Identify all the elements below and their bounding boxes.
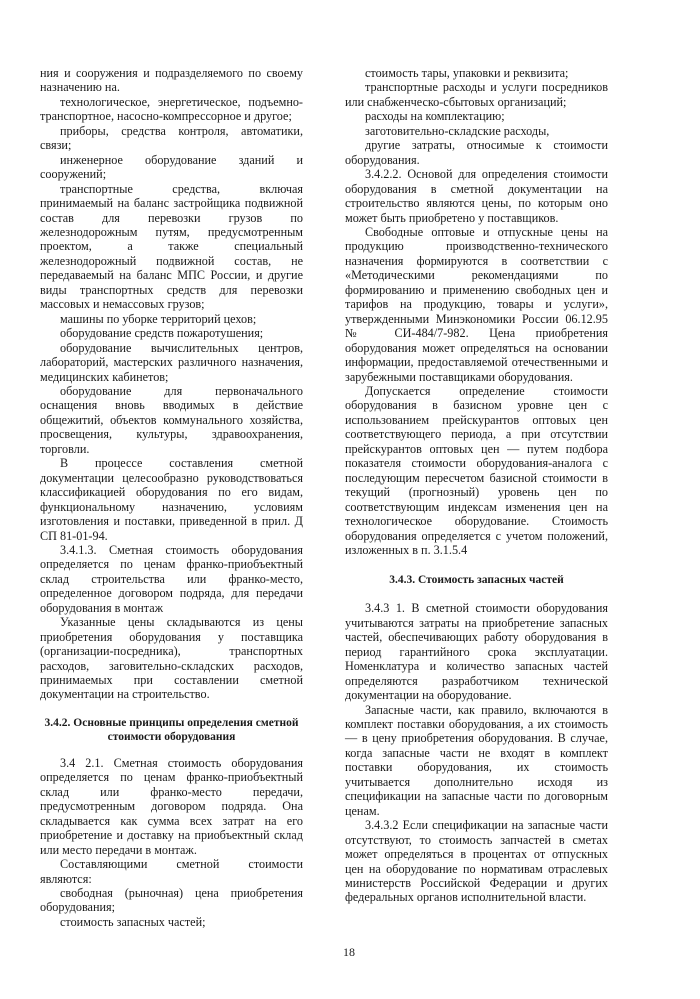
left-column: [40, 66, 303, 929]
right-text-b: [345, 601, 608, 905]
paragraph: транспортные средства, включая принимаемый на баланс застройщика подвижной состав для перевозки грузов по железнодорожным путям, предусмотренным проектом, а также специальный железнодорожный подвижной состав, не передаваемый на баланс МПС России, и другие виды транспортных средств для перевозки массовых и немассовых грузов;: [40, 181, 303, 312]
paragraph: В процессе составления сметной документации целесообразно руководствоваться классификацией оборудования по его видам, функциональному назначению, условиям изготовления и поставки, приведенной в прил. Д СП 81-01-94.: [40, 456, 303, 543]
paragraph: технологическое, энергетическое, подъемно-транспортное, насосно-компрессорное и другое;: [40, 94, 303, 124]
paragraph: машины по уборке территорий цехов;: [60, 311, 257, 326]
paragraph: оборудование для первоначального оснащения вновь вводимых в действие общежитий, объектов коммунального хозяйства, просвещения, культуры, здравоохранения, торговли.: [40, 383, 303, 456]
paragraph: заготовительно-складские расходы,: [365, 123, 550, 138]
paragraph: ния и сооружения и подразделяемого по своему назначению на.: [40, 66, 303, 95]
paragraph: приборы, средства контроля, автоматики, связи;: [40, 123, 303, 153]
paragraph: расходы на комплектацию;: [365, 109, 505, 124]
paragraph: 3.4.2.2. Основой для определения стоимости оборудования в сметной документации на строительство являются цены, по которым оно может быть приобретено у поставщиков.: [345, 167, 608, 225]
paragraph: Указанные цены складываются из цены приобретения оборудования у поставщика (организации-посредника), транспортных расходов, заговительно-складских расходов, принимаемых при составлении сметной документации на строительство.: [40, 615, 303, 702]
paragraph: стоимость тары, упаковки и реквизита;: [365, 66, 569, 80]
paragraph: Составляющими сметной стоимости являются:: [40, 857, 303, 886]
right-column: [345, 66, 608, 905]
paragraph: транспортные расходы и услуги посредников или снабженческо-сбытовых организаций;: [345, 80, 608, 109]
paragraph: свободная (рыночная) цена приобретения оборудования;: [40, 886, 303, 915]
paragraph: 3.4 2.1. Сметная стоимость оборудования определяется по ценам франко-приобъектный склад или франко-место передачи, предусмотренным договором подряда. Она складывается как сумма всех затрат на его приобретение и доставку на приобъектный склад или место передачи в монтаж.: [40, 755, 303, 857]
page-number: 18: [343, 945, 355, 960]
paragraph: инженерное оборудование зданий и сооружений;: [40, 152, 303, 182]
paragraph: оборудование средств пожаротушения;: [60, 326, 264, 341]
left-text-b: [40, 756, 303, 929]
paragraph: Запасные части, как правило, включаются в комплект поставки оборудования, а их стоимость — в цену приобретения оборудования. В случае, когда запасные части не входят в комплект поставки оборудования, их стоимость учитывается дополнительно исходя из спецификации на запасные части по договорным ценам.: [345, 702, 608, 818]
paragraph: 3.4.3.2 Если спецификации на запасные части отсутствуют, то стоимость запчастей в сметах может определяться в процентах от отпускных цен на оборудование по нормативам отраслевых министерств Российской Федерации и других федеральных органов исполнительной власти.: [345, 818, 608, 905]
paragraph: стоимость запасных частей;: [60, 914, 206, 929]
paragraph: 3.4.1.3. Сметная стоимость оборудования определяется по ценам франко-приобъектный склад строительства или франко-место, определенное договором подряда, для передачи оборудования в монтаж: [40, 542, 303, 615]
paragraph: 3.4.3 1. В сметной стоимости оборудования учитываются затраты на приобретение запасных частей, обеспечивающих работу оборудования в период гарантийного срока эксплуатации. Номенклатура и количество запасных частей определяются разработчиком технической документации на оборудование.: [345, 601, 608, 703]
columns: [40, 66, 700, 929]
paragraph: оборудование вычислительных центров, лабораторий, мастерских различного назначения, медицинских кабинетов;: [40, 340, 303, 384]
paragraph: Допускается определение стоимости оборудования в базисном уровне цен с использованием прейскурантов оптовых цен соответствующего периода, а при отсутствии прейскурантов оптовых цен — путем подбора показателя стоимости оборудования-аналога с последующим пересчетом базисной стоимости в текущий (прогнозный) уровень цен по соответствующим индексам изменения цен на технологическое оборудование. Стоимость оборудования определяется с учетом положений, изложенных в п. 3.1.5.4: [345, 383, 608, 557]
section-heading-3-4-3: 3.4.3. Стоимость запасных частей: [389, 574, 564, 587]
paragraph: Свободные оптовые и отпускные цены на продукцию производственно-технического назначения формируются в соответствии с «Методическими рекомендациями по формированию и применению свободных цен и тарифов на продукцию, товары и услуги», утвержденными Минэкономики России 06.12.95 № СИ-484/7-982. Цена приобретения оборудования может определяться на основании информации, предоставляемой отечественными и зарубежными поставщиками оборудования.: [345, 224, 608, 384]
right-text-a: [345, 66, 608, 557]
section-heading-3-4-2: 3.4.2. Основные принципы определения сметной стоимости оборудования: [44, 716, 299, 743]
paragraph: другие затраты, относимые к стоимости оборудования.: [345, 138, 608, 167]
left-text-a: [40, 66, 303, 702]
